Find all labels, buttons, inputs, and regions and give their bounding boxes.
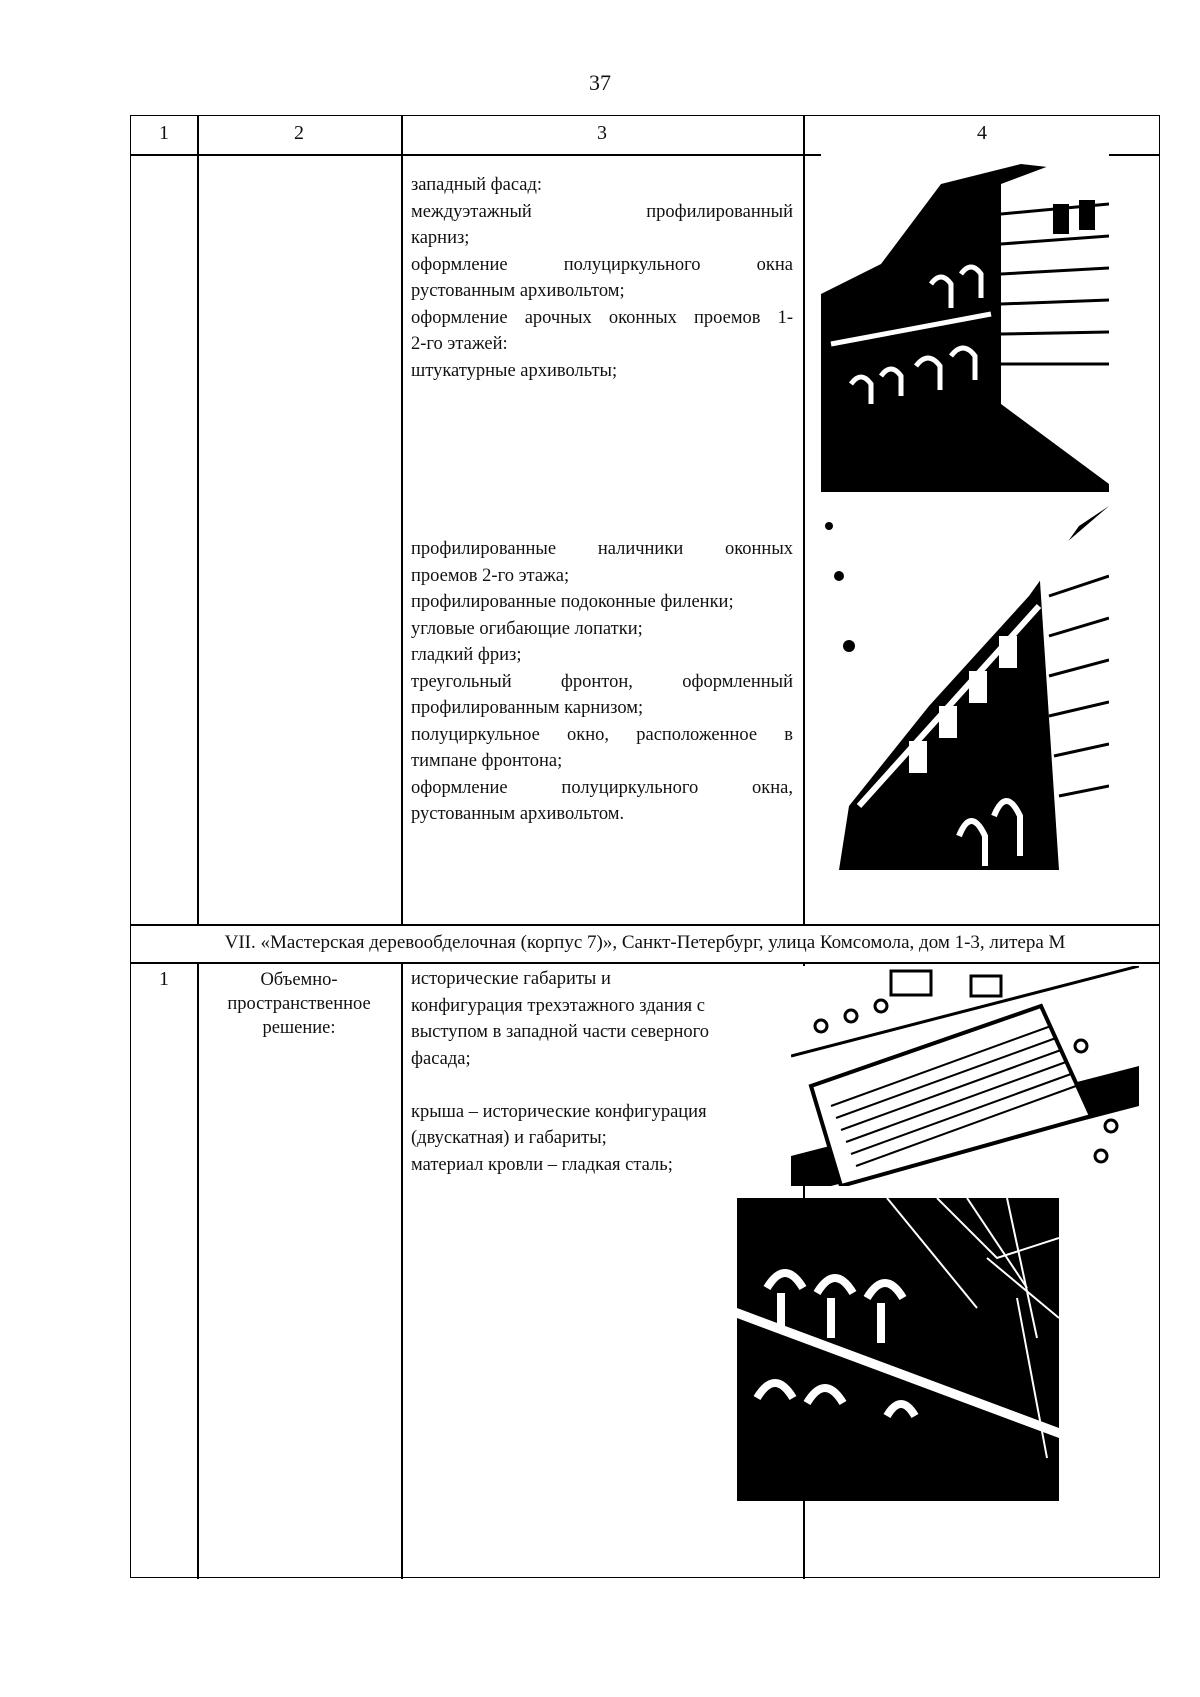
photo-site-plan [791,966,1139,1186]
photo-building-corner [821,144,1109,492]
text-line: 2-го этажей: [411,334,508,354]
text-line: гладкий фриз; [411,645,522,665]
text-line: профилированным карнизом; [411,698,644,718]
facade-elements-decor [411,536,793,828]
text-line: треугольный фронтон, оформленный [411,671,793,692]
text-line: крыша – исторические конфигурация [411,1101,707,1122]
text-line: междуэтажный профилированный [411,201,793,222]
col-divider [401,116,403,924]
page-number: 37 [589,70,611,95]
category-line: Объемно- [260,970,338,990]
text-line: профилированные наличники оконных [411,539,793,559]
header-col-4: 4 [977,122,987,144]
text-line: оформление полуциркульного окна, [411,777,793,798]
header-col-1: 1 [159,122,169,144]
photo-arched-facade [737,1198,1059,1501]
col-divider [803,116,805,924]
text-line: штукатурные архивольты; [411,360,618,381]
category-label [197,968,401,1040]
category-line: пространственное [227,994,371,1014]
text-line: исторические габариты и [411,969,611,989]
col-divider [197,962,199,1579]
text-line: выступом в западной части северного [411,1022,710,1042]
text-line: карниз; [411,228,470,248]
text-line: полуциркульное окно, расположенное в [411,724,793,745]
col-divider [401,962,403,1579]
text-line: западный фасад: [411,175,543,195]
text-line: рустованным архивольтом. [411,804,625,824]
photo-facade-gable [809,506,1109,870]
text-line: оформление полуциркульного окна [411,254,793,275]
section-divider-bottom [131,962,1159,964]
text-line: фасада; [411,1048,471,1069]
section-title: VII. «Мастерская деревообделочная (корпус 7)», Санкт-Петербург, улица Комсомола, дом 1-3, литера М [224,932,1066,953]
facade-elements-west [411,172,793,384]
col-divider [197,116,199,924]
category-line: решение: [262,1018,336,1038]
text-line: профилированные подоконные филенки; [411,592,734,612]
text-line: рустованным архивольтом; [411,281,625,301]
text-line: (двускатная) и габариты; [411,1128,607,1148]
text-line: проемов 2-го этажа; [411,565,570,586]
text-line: оформление арочных оконных проемов 1- [411,307,793,328]
text-line: угловые огибающие лопатки; [411,618,643,639]
header-col-3: 3 [597,122,607,144]
volume-spatial-text [411,966,793,1178]
text-line: конфигурация трехэтажного здания с [411,995,705,1016]
text-line: тимпане фронтона; [411,751,563,771]
header-col-2: 2 [294,122,304,144]
text-line: материал кровли – гладкая сталь; [411,1154,673,1175]
heritage-table [130,115,1160,1578]
row-number: 1 [159,968,169,990]
text-line [411,1072,793,1099]
